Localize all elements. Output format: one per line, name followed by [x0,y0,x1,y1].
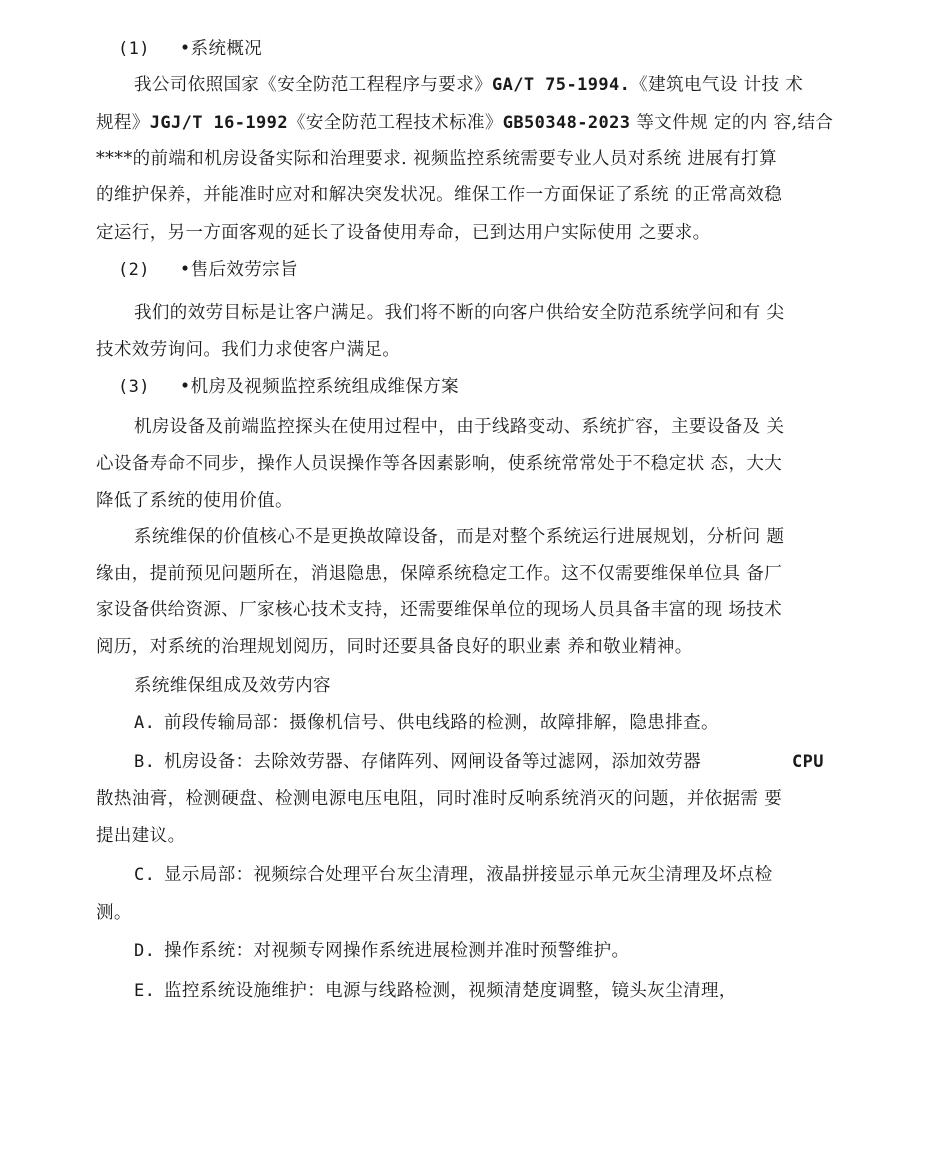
paragraph-line: 阅历，对系统的治理规划阅历，同时还要具备良好的职业素 养和敬业精神。 [96,637,693,657]
list-item-e [134,980,737,1002]
section-number: (1) [118,39,150,59]
item-text: 显示局部：视频综合处理平台灰尘清理，液晶拼接显示单元灰尘清理及坏点检 [164,865,773,885]
standard-code: JGJ/T 16-1992 [149,113,288,133]
cpu-label: CPU [792,752,824,772]
subheading: 系统维保组成及效劳内容 [134,676,331,696]
item-text: 操作系统：对视频专网操作系统进展检测并准时预警维护。 [164,941,630,961]
section-title: •系统概况 [179,39,263,59]
paragraph-line [134,74,803,96]
paragraph-line: 家设备供给资源、厂家核心技术支持，还需要维保单位的现场人员具备丰富的现 场技术 [96,600,783,620]
section-heading-3 [118,376,459,398]
section-number: (3) [118,377,150,397]
item-letter: C. [134,865,156,885]
text-run: 《建筑电气设 计技 术 [630,75,804,95]
list-item-b [134,751,701,773]
item-letter: E. [134,981,156,1001]
section-number: (2) [118,260,150,280]
paragraph-line: 机房设备及前端监控探头在使用过程中，由于线路变动、系统扩容，主要设备及 关 [134,417,785,437]
paragraph-line: 定运行，另一方面客观的延长了设备使用寿命，已到达用户实际使用 之要求。 [96,223,711,243]
paragraph-line: 技术效劳询问。我们力求使客户满足。 [96,340,401,360]
list-item-a [134,712,719,734]
paragraph-line: 提出建议。 [96,826,186,846]
paragraph-line: 的维护保养，并能准时应对和解决突发状况。维保工作一方面保证了系统 的正常高效稳 [96,185,783,205]
text-run: 《安全防范工程技术标准》 [287,113,503,133]
paragraph-line: 测。 [96,903,132,923]
item-text: 监控系统设施维护：电源与线路检测，视频清楚度调整，镜头灰尘清理， [164,981,737,1001]
standard-code: GB50348-2023 [502,113,631,133]
section-title: •售后效劳宗旨 [179,260,298,280]
item-letter: D. [134,941,156,961]
item-letter: A. [134,713,156,733]
section-heading-2 [118,259,298,281]
item-text: 前段传输局部：摄像机信号、供电线路的检测，故障排解，隐患排查。 [164,713,719,733]
paragraph-line: 缘由，提前预见问题所在，消退隐患，保障系统稳定工作。这不仅需要维保单位具 备厂 [96,564,783,584]
paragraph-line: 系统维保的价值核心不是更换故障设备，而是对整个系统运行进展规划，分析问 题 [134,527,785,547]
item-text: 机房设备：去除效劳器、存储阵列、网闸设备等过滤网，添加效劳器 [164,752,701,772]
item-letter: B. [134,752,156,772]
list-item-c [134,864,773,886]
list-item-d [134,940,629,962]
standard-code: GA/T 75-1994. [492,75,631,95]
paragraph-line: ****的前端和机房设备实际和治理要求. 视频监控系统需要专业人员对系统 进展有打算 [96,149,777,169]
text-run: 我公司依照国家《安全防范工程程序与要求》 [134,75,492,95]
section-title: •机房及视频监控系统组成维保方案 [179,377,460,397]
section-heading-1 [118,38,262,60]
paragraph-line: 我们的效劳目标是让客户满足。我们将不断的向客户供给安全防范系统学问和有 尖 [134,303,785,323]
paragraph-line: 散热油膏，检测硬盘、检测电源电压电阻，同时准时反响系统消灭的问题，并依据需 要 [96,789,783,809]
text-run: 规程》 [96,113,150,133]
paragraph-line: 降低了系统的使用价值。 [96,491,293,511]
paragraph-line [96,112,833,134]
text-run: 等文件规 定的内 容,结合 [630,113,834,133]
paragraph-line: 心设备寿命不同步，操作人员误操作等各因素影响，使系统常常处于不稳定状 态，大大 [96,454,783,474]
